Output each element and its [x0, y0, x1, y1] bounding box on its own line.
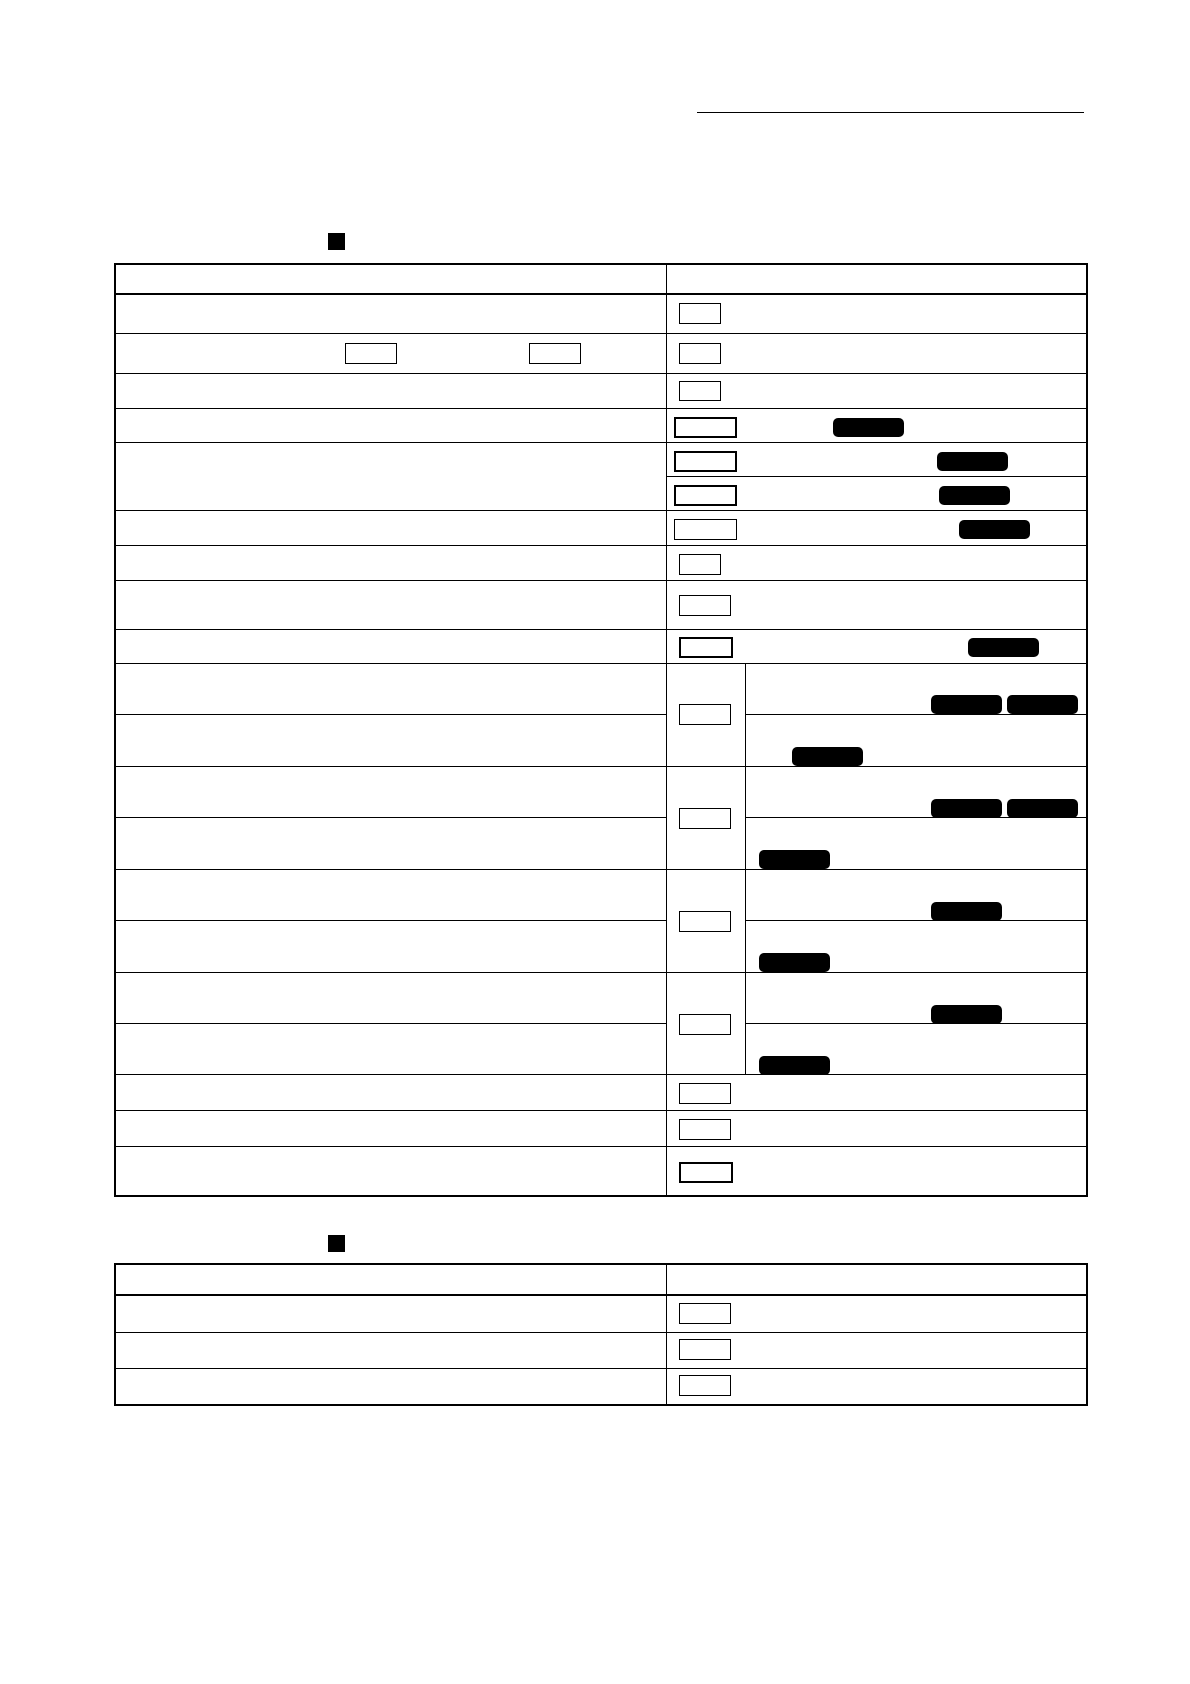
key-box-icon	[679, 704, 731, 725]
key-box-icon	[679, 911, 731, 932]
key-box-icon	[674, 451, 737, 472]
key-box-icon	[679, 1014, 731, 1035]
black-key-icon	[1007, 695, 1078, 714]
row-line	[116, 1074, 1086, 1075]
section-2-marker-icon	[328, 1235, 345, 1252]
key-box-icon	[679, 343, 721, 364]
key-box-icon	[679, 1119, 731, 1140]
row-line	[116, 510, 1086, 511]
black-key-icon	[833, 418, 904, 437]
key-box-icon	[345, 343, 397, 364]
black-key-icon	[931, 902, 1002, 921]
row-line	[116, 373, 1086, 374]
row-line	[116, 545, 1086, 546]
key-box-icon	[674, 485, 737, 506]
black-key-icon	[968, 638, 1039, 657]
black-key-icon	[937, 452, 1008, 471]
key-box-icon	[679, 381, 721, 401]
row-line	[116, 580, 1086, 581]
row-line	[116, 869, 1086, 870]
merged-cell-divider	[745, 663, 746, 1074]
key-box-icon	[679, 637, 733, 658]
row-line	[116, 972, 1086, 973]
key-box-icon	[679, 1339, 731, 1360]
row-line	[116, 1110, 1086, 1111]
key-box-icon	[679, 554, 721, 575]
black-key-icon	[939, 486, 1010, 505]
key-box-icon	[679, 303, 721, 324]
black-key-icon	[759, 953, 830, 972]
row-line	[116, 1368, 1086, 1369]
black-key-icon	[759, 1056, 830, 1075]
black-key-icon	[931, 799, 1002, 818]
row-line	[116, 766, 1086, 767]
table-1-header-row	[116, 293, 1086, 295]
black-key-icon	[931, 1005, 1002, 1024]
row-line	[116, 408, 1086, 409]
key-box-icon	[679, 1303, 731, 1324]
black-key-icon	[931, 695, 1002, 714]
table-1-column-divider	[666, 265, 667, 1195]
row-line	[116, 663, 1086, 664]
black-key-icon	[959, 520, 1030, 539]
key-box-icon	[674, 417, 737, 438]
key-box-icon	[674, 519, 737, 540]
key-box-icon	[679, 1375, 731, 1396]
header-rule	[697, 112, 1084, 113]
key-box-icon	[529, 343, 581, 364]
key-box-icon	[679, 595, 731, 616]
table-2-header-row	[116, 1294, 1086, 1296]
row-line	[116, 442, 1086, 443]
key-box-icon	[679, 1162, 733, 1183]
row-line	[116, 1332, 1086, 1333]
row-line	[116, 714, 1086, 715]
row-line	[116, 1146, 1086, 1147]
section-1-marker-icon	[328, 233, 345, 250]
key-box-icon	[679, 808, 731, 829]
black-key-icon	[792, 747, 863, 766]
row-line	[116, 629, 1086, 630]
table-1	[114, 263, 1088, 1197]
row-line	[666, 476, 1086, 477]
key-box-icon	[679, 1083, 731, 1104]
black-key-icon	[759, 850, 830, 869]
table-2-column-divider	[666, 1265, 667, 1404]
row-line	[116, 333, 1086, 334]
black-key-icon	[1007, 799, 1078, 818]
table-2	[114, 1263, 1088, 1406]
